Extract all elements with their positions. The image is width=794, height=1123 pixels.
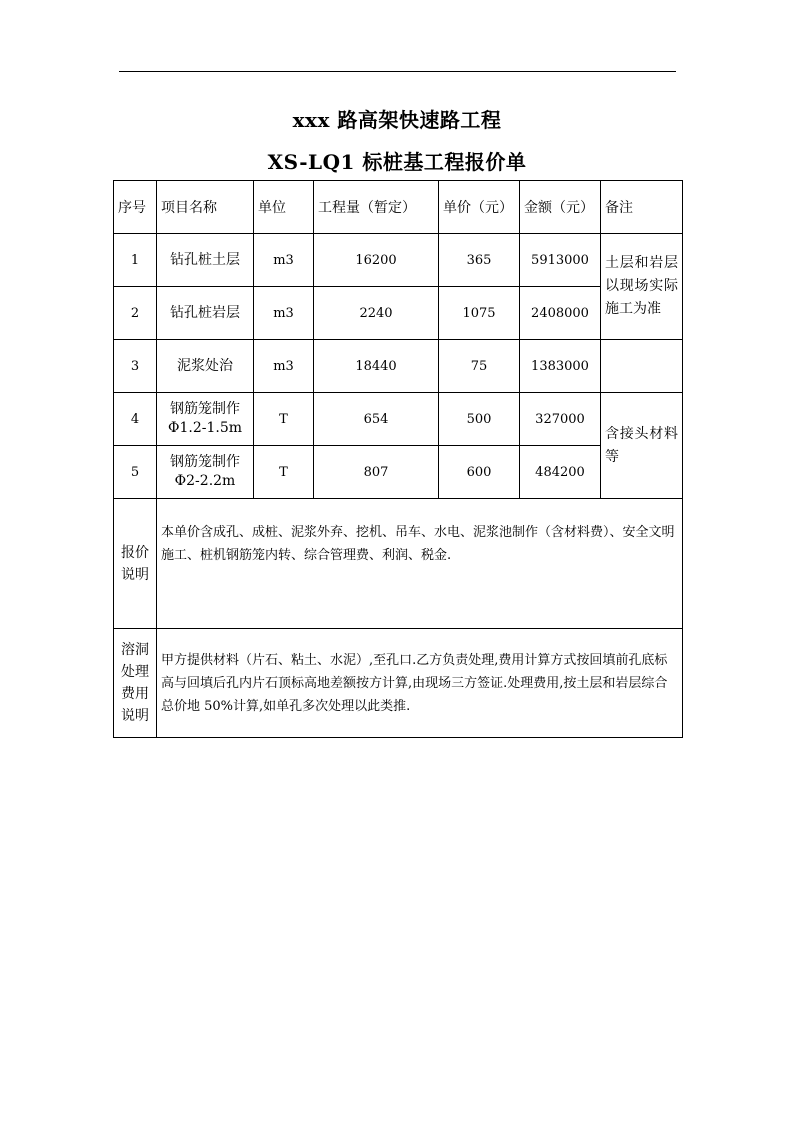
cell-remark-empty — [601, 340, 683, 393]
table-row — [114, 446, 683, 499]
cell-item — [157, 393, 254, 446]
cell-item: 钻孔桩岩层 — [157, 287, 254, 340]
cell-quantity: 2240 — [314, 287, 439, 340]
cell-unit: T — [254, 446, 314, 499]
cell-seq: 1 — [114, 234, 157, 287]
cell-seq: 3 — [114, 340, 157, 393]
cell-unit: m3 — [254, 234, 314, 287]
quotation-table — [113, 180, 683, 738]
header-rule — [119, 71, 676, 72]
cell-item-name: 钢筋笼制作 — [170, 454, 240, 470]
cell-unit: m3 — [254, 287, 314, 340]
price-note-row — [114, 499, 683, 629]
cell-unit: T — [254, 393, 314, 446]
cell-price: 500 — [439, 393, 520, 446]
cave-note-label: 溶洞处理费用说明 — [114, 629, 157, 738]
cell-quantity: 654 — [314, 393, 439, 446]
cell-quantity: 18440 — [314, 340, 439, 393]
cell-item-spec: Φ2-2.2m — [174, 473, 236, 489]
cell-amount: 5913000 — [520, 234, 601, 287]
cell-seq: 2 — [114, 287, 157, 340]
document-subtitle: XS-LQ1 标桩基工程报价单 — [267, 150, 527, 174]
cave-note-text: 甲方提供材料（片石、粘土、水泥）,至孔口.乙方负责处理,费用计算方式按回填前孔底标高与回填后孔内片石顶标高地差额按方计算,由现场三方签证.处理费用,按土层和岩层综合总价地 50%计算,如单孔多次处理以此类推. — [157, 629, 683, 738]
cell-item-name: 钢筋笼制作 — [170, 401, 240, 417]
header-seq: 序号 — [114, 181, 157, 234]
cell-amount: 2408000 — [520, 287, 601, 340]
header-unit: 单位 — [254, 181, 314, 234]
header-price: 单价（元） — [439, 181, 520, 234]
cell-seq: 5 — [114, 446, 157, 499]
cell-quantity: 16200 — [314, 234, 439, 287]
cell-item: 泥浆处治 — [157, 340, 254, 393]
cell-price: 600 — [439, 446, 520, 499]
cell-amount: 327000 — [520, 393, 601, 446]
table-row — [114, 393, 683, 446]
header-remark: 备注 — [601, 181, 683, 234]
cell-quantity: 807 — [314, 446, 439, 499]
cell-remark-joint: 含接头材料等 — [601, 393, 683, 499]
cell-item-spec: Φ1.2-1.5m — [167, 420, 242, 436]
cell-amount: 1383000 — [520, 340, 601, 393]
cell-seq: 4 — [114, 393, 157, 446]
header-quantity: 工程量（暂定） — [314, 181, 439, 234]
document-title: xxx 路高架快速路工程 — [292, 108, 502, 132]
table-row — [114, 340, 683, 393]
table-header-row — [114, 181, 683, 234]
cell-item: 钻孔桩土层 — [157, 234, 254, 287]
header-amount: 金额（元） — [520, 181, 601, 234]
table-row — [114, 287, 683, 340]
cell-amount: 484200 — [520, 446, 601, 499]
cell-price: 75 — [439, 340, 520, 393]
cell-price: 1075 — [439, 287, 520, 340]
table-row — [114, 234, 683, 287]
cave-note-row — [114, 629, 683, 738]
cell-remark-soil-rock: 土层和岩层以现场实际施工为准 — [601, 234, 683, 340]
price-note-text: 本单价含成孔、成桩、泥浆外弃、挖机、吊车、水电、泥浆池制作（含材料费）、安全文明施工、桩机钢筋笼内转、综合管理费、利润、税金. — [157, 499, 683, 629]
cell-unit: m3 — [254, 340, 314, 393]
cell-item — [157, 446, 254, 499]
price-note-label: 报价说明 — [114, 499, 157, 629]
cell-price: 365 — [439, 234, 520, 287]
header-item: 项目名称 — [157, 181, 254, 234]
